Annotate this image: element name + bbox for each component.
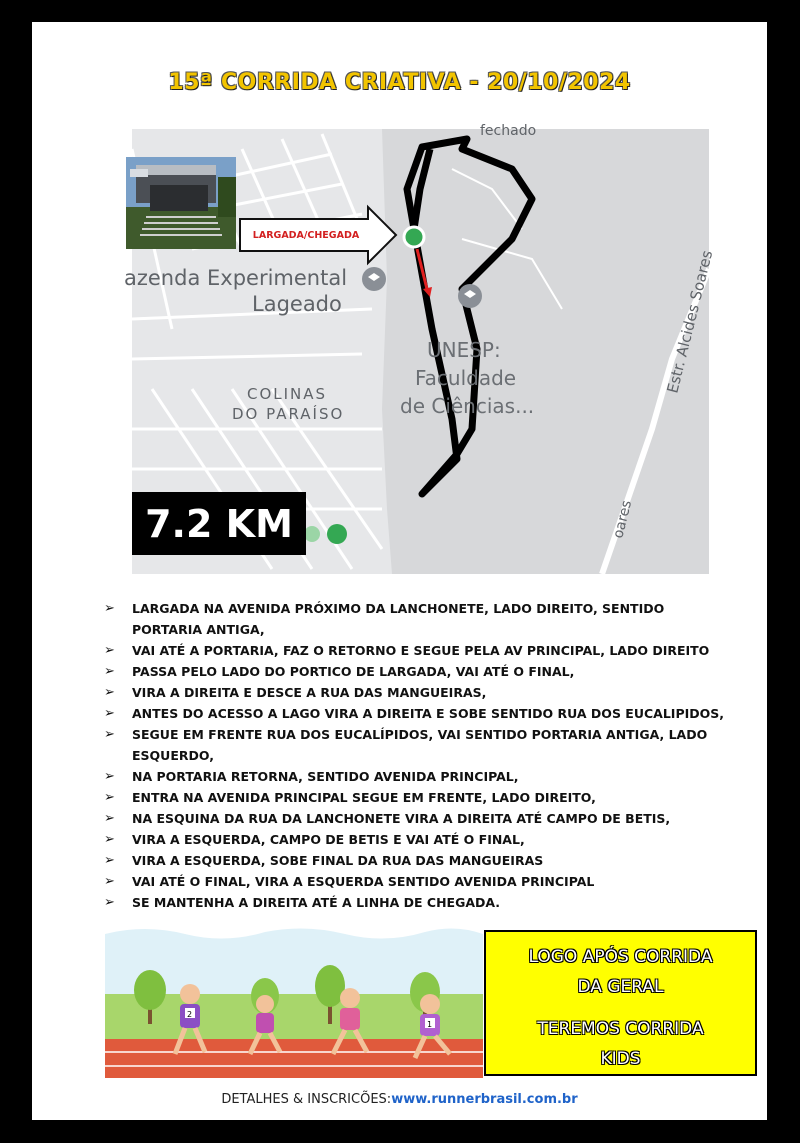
- arrow-bullet-icon: ➢: [104, 685, 115, 700]
- arrow-bullet-icon: ➢: [104, 706, 115, 721]
- event-title: 15ª CORRIDA CRIATIVA - 20/10/2024: [168, 70, 631, 95]
- start-portico-photo: [126, 157, 236, 249]
- route-step: ➢ NA ESQUINA DA RUA DA LANCHONETE VIRA A DIREITA ATÉ CAMPO DE BETIS,: [104, 808, 724, 829]
- footer: [32, 1092, 767, 1107]
- route-step: ➢ VAI ATÉ O FINAL, VIRA A ESQUERDA SENTIDO AVENIDA PRINCIPAL: [104, 871, 724, 892]
- route-description-list: [104, 598, 724, 913]
- map-label-unesp-3: de Ciências...: [400, 394, 535, 418]
- map-label-unesp-1: UNESP:: [427, 338, 501, 362]
- kids-notice-line: LOGO APÓS CORRIDA: [528, 947, 713, 967]
- flyer-page: [32, 22, 767, 1120]
- footer-prefix: DETALHES & INSCRICÕES:: [221, 1092, 392, 1107]
- arrow-bullet-icon: ➢: [104, 727, 115, 742]
- route-step: ➢ SE MANTENHA A DIREITA ATÉ A LINHA DE CHEGADA.: [104, 892, 724, 913]
- arrow-bullet-icon: ➢: [104, 664, 115, 679]
- arrow-bullet-icon: ➢: [104, 790, 115, 805]
- map-label-colinas-2: DO PARAÍSO: [232, 405, 345, 423]
- route-step: ➢ NA PORTARIA RETORNA, SENTIDO AVENIDA PRINCIPAL,: [104, 766, 724, 787]
- route-step: ➢ ENTRA NA AVENIDA PRINCIPAL SEGUE EM FRENTE, LADO DIREITO,: [104, 787, 724, 808]
- map-label-soares: oares: [610, 498, 636, 540]
- kids-race-notice: [484, 930, 757, 1076]
- fazenda-pin-icon: [362, 267, 386, 291]
- route-step: ➢ VIRA A ESQUERDA, CAMPO DE BETIS E VAI ATÉ O FINAL,: [104, 829, 724, 850]
- bib-number: 2: [187, 1010, 193, 1019]
- route-step: ➢ SEGUE EM FRENTE RUA DOS EUCALÍPIDOS, VAI SENTIDO PORTARIA ANTIGA, LADO ESQUERDO,: [104, 724, 724, 766]
- map-label-estrada: Estr. Alcides Soares: [663, 248, 717, 395]
- route-step: ➢ VIRA A DIREITA E DESCE A RUA DAS MANGUEIRAS,: [104, 682, 724, 703]
- map-label-fazenda-2: Lageado: [252, 292, 342, 316]
- map-label-unesp-2: Faculdade: [415, 366, 517, 390]
- map-label-colinas-1: COLINAS: [247, 385, 328, 403]
- kids-notice-line: TEREMOS CORRIDA: [537, 1019, 704, 1039]
- registration-link[interactable]: www.runnerbrasil.com.br: [391, 1092, 578, 1107]
- arrow-bullet-icon: ➢: [104, 874, 115, 889]
- arrow-bullet-icon: ➢: [104, 811, 115, 826]
- start-label: LARGADA/CHEGADA: [252, 229, 360, 241]
- arrow-bullet-icon: ➢: [104, 769, 115, 784]
- route-step: ➢ ANTES DO ACESSO A LAGO VIRA A DIREITA E SOBE SENTIDO RUA DOS EUCALIPIDOS,: [104, 703, 724, 724]
- kids-notice-line: DA GERAL: [577, 977, 664, 997]
- distance-badge: 7.2 KM: [132, 492, 306, 555]
- bib-number: 1: [427, 1020, 433, 1029]
- kids-notice-line: KIDS: [600, 1049, 641, 1069]
- kids-race-illustration: [105, 924, 483, 1078]
- route-step: ➢ LARGADA NA AVENIDA PRÓXIMO DA LANCHONETE, LADO DIREITO, SENTIDO PORTARIA ANTIGA,: [104, 598, 724, 640]
- map-label-fechado: fechado: [480, 123, 537, 139]
- arrow-bullet-icon: ➢: [104, 643, 115, 658]
- arrow-bullet-icon: ➢: [104, 601, 115, 616]
- route-step: ➢ PASSA PELO LADO DO PORTICO DE LARGADA, VAI ATÉ O FINAL,: [104, 661, 724, 682]
- map-label-fazenda-1: azenda Experimental: [124, 266, 348, 290]
- route-step: ➢ VIRA A ESQUERDA, SOBE FINAL DA RUA DAS MANGUEIRAS: [104, 850, 724, 871]
- arrow-bullet-icon: ➢: [104, 895, 115, 910]
- arrow-bullet-icon: ➢: [104, 853, 115, 868]
- arrow-bullet-icon: ➢: [104, 832, 115, 847]
- start-marker: [404, 227, 424, 247]
- unesp-pin-icon: [458, 284, 482, 308]
- route-step: ➢ VAI ATÉ A PORTARIA, FAZ O RETORNO E SEGUE PELA AV PRINCIPAL, LADO DIREITO: [104, 640, 724, 661]
